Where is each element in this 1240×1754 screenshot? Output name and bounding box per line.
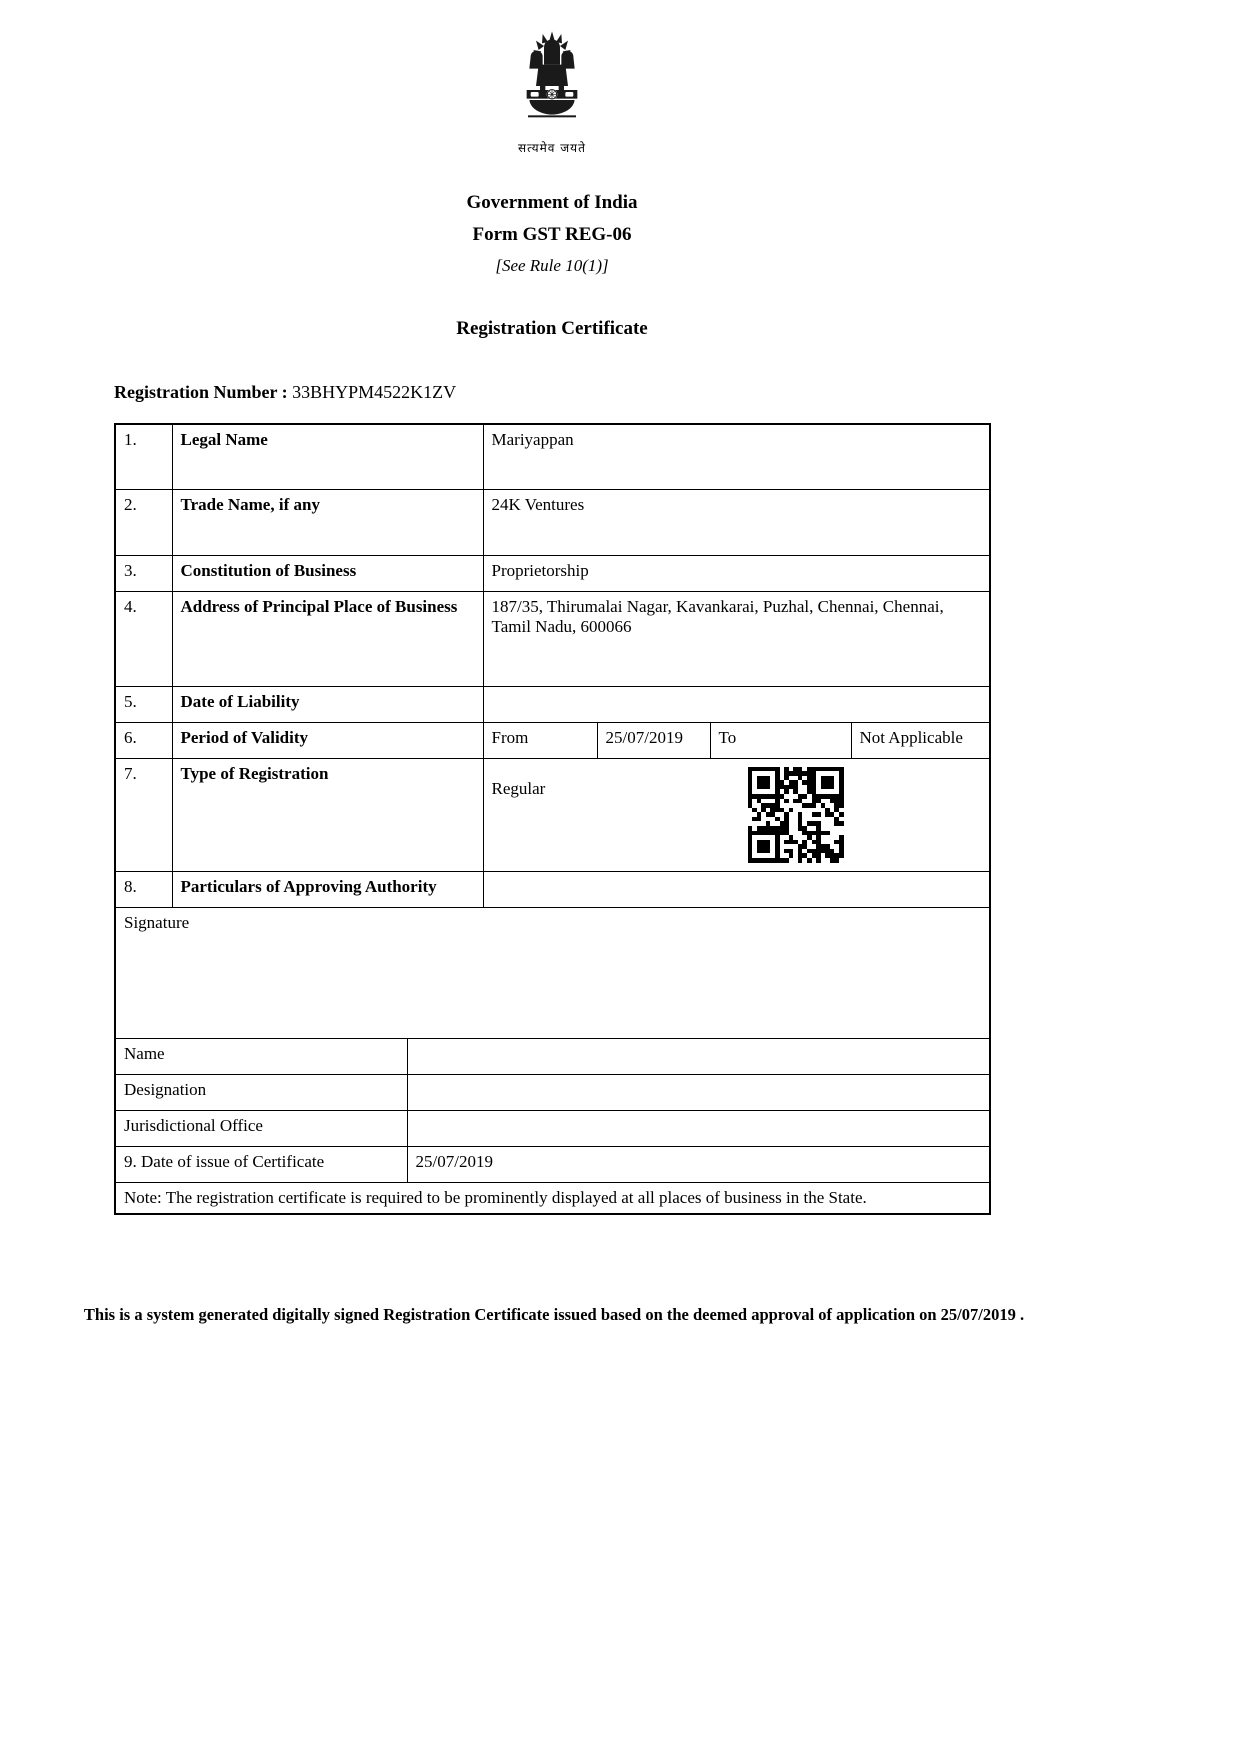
row-value: 187/35, Thirumalai Nagar, Kavankarai, Puzhal, Chennai, Chennai, Tamil Nadu, 600066 bbox=[483, 591, 990, 686]
note-text: Note: The registration certificate is required to be prominently displayed at all places of business in the State. bbox=[115, 1182, 990, 1214]
table-row bbox=[115, 871, 990, 907]
table-row bbox=[115, 489, 990, 555]
validity-to-value: Not Applicable bbox=[851, 722, 990, 758]
row-value: Regular bbox=[491, 778, 546, 798]
registration-number-line bbox=[114, 382, 990, 403]
certificate-content bbox=[83, 0, 1025, 1325]
qr-code bbox=[748, 767, 844, 863]
table-row-validity bbox=[115, 722, 990, 758]
validity-from-value: 25/07/2019 bbox=[597, 722, 710, 758]
row-label: Constitution of Business bbox=[172, 555, 483, 591]
emblem-motto: सत्यमेव जयते bbox=[518, 141, 586, 155]
row-number: 7. bbox=[115, 758, 172, 871]
certificate-title: Registration Certificate bbox=[456, 318, 648, 339]
validity-to-label: To bbox=[710, 722, 851, 758]
table-row bbox=[115, 424, 990, 489]
row-value bbox=[483, 686, 990, 722]
name-label: Name bbox=[115, 1038, 407, 1074]
table-row bbox=[115, 686, 990, 722]
row-number: 5. bbox=[115, 686, 172, 722]
registration-number-label: Registration Number : bbox=[114, 382, 288, 402]
row-number: 4. bbox=[115, 591, 172, 686]
government-heading: Government of India bbox=[466, 192, 638, 213]
row-value: 24K Ventures bbox=[483, 489, 990, 555]
name-value bbox=[407, 1038, 990, 1074]
table-row bbox=[115, 555, 990, 591]
row-label: Legal Name bbox=[172, 424, 483, 489]
row-label: Date of Liability bbox=[172, 686, 483, 722]
validity-from-label: From bbox=[483, 722, 597, 758]
row-label: Trade Name, if any bbox=[172, 489, 483, 555]
row-label: Type of Registration bbox=[172, 758, 483, 871]
jurisdictional-office-value bbox=[407, 1110, 990, 1146]
designation-label: Designation bbox=[115, 1074, 407, 1110]
issue-date-label: 9. Date of issue of Certificate bbox=[115, 1146, 407, 1182]
row-value: Proprietorship bbox=[483, 555, 990, 591]
signature-row bbox=[115, 907, 990, 1038]
note-row bbox=[115, 1182, 990, 1214]
designation-value bbox=[407, 1074, 990, 1110]
form-heading: Form GST REG-06 bbox=[472, 224, 632, 245]
signature-label: Signature bbox=[115, 907, 990, 1038]
row-label: Particulars of Approving Authority bbox=[172, 871, 483, 907]
row-value bbox=[483, 871, 990, 907]
table-row-registration-type bbox=[115, 758, 990, 871]
designation-row bbox=[115, 1074, 990, 1110]
row-number: 3. bbox=[115, 555, 172, 591]
registration-number-value: 33BHYPM4522K1ZV bbox=[292, 382, 457, 402]
row-number: 6. bbox=[115, 722, 172, 758]
table-row bbox=[115, 591, 990, 686]
footer-note: This is a system generated digitally signed Registration Certificate issued based on the deemed approval of application on 25/07/2019 . bbox=[83, 1305, 1025, 1324]
jurisdictional-office-row bbox=[115, 1110, 990, 1146]
row-number: 8. bbox=[115, 871, 172, 907]
name-row bbox=[115, 1038, 990, 1074]
rule-reference: [See Rule 10(1)] bbox=[495, 256, 609, 275]
row-label: Address of Principal Place of Business bbox=[172, 591, 483, 686]
issue-date-value: 25/07/2019 bbox=[407, 1146, 990, 1182]
row-number: 2. bbox=[115, 489, 172, 555]
row-value: Mariyappan bbox=[483, 424, 990, 489]
registration-type-cell bbox=[483, 758, 990, 871]
row-label: Period of Validity bbox=[172, 722, 483, 758]
issue-date-row bbox=[115, 1146, 990, 1182]
jurisdictional-office-label: Jurisdictional Office bbox=[115, 1110, 407, 1146]
certificate-table bbox=[114, 423, 991, 1215]
ashoka-emblem-icon bbox=[512, 28, 592, 132]
row-number: 1. bbox=[115, 424, 172, 489]
emblem-block bbox=[114, 28, 990, 156]
